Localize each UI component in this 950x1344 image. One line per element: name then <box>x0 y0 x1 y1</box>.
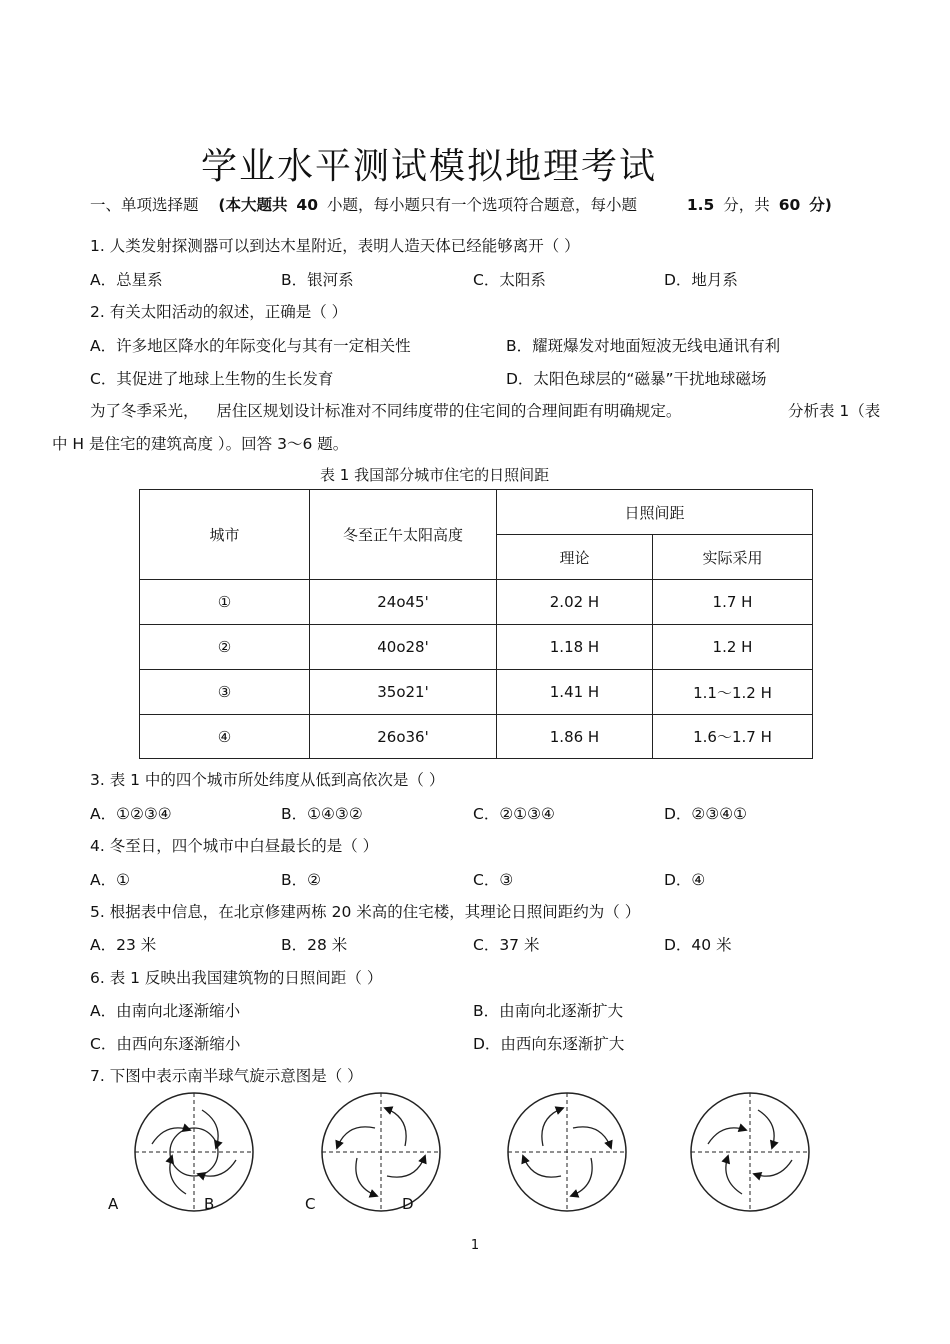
diagram-label-b[interactable]: B <box>204 1195 215 1213</box>
intro-line1 <box>90 399 681 421</box>
q6-stem: 6. 表 1 反映出我国建筑物的日照间距（ ） <box>90 969 383 987</box>
section-total: 60 <box>778 196 801 214</box>
q2-option-a[interactable]: A．许多地区降水的年际变化与其有一定相关性 <box>90 337 411 355</box>
intro-part-b: 居住区规划设计标准对不同纬度带的住宅间的合理间距有明确规定。 <box>216 402 682 420</box>
cyclone-diagram-3[interactable] <box>508 1093 626 1211</box>
intro-part-a: 为了冬季采光， <box>90 402 199 420</box>
section-heading-label: 一、单项选择题 <box>90 196 199 214</box>
q5-option-c[interactable]: C．37 米 <box>473 936 540 954</box>
q7-stem: 7. 下图中表示南半球气旋示意图是（ ） <box>90 1067 363 1085</box>
q4-stem: 4. 冬至日，四个城市中白昼最长的是（ ） <box>90 837 379 855</box>
page-title: 学业水平测试模拟地理考试 <box>200 146 657 187</box>
header-spacing: 日照间距 <box>497 490 813 535</box>
section-instructions-d: 分) <box>809 196 832 214</box>
section-instructions-a: (本大题共 <box>218 196 288 214</box>
q3-stem: 3. 表 1 中的四个城市所处纬度从低到高依次是（ ） <box>90 771 445 789</box>
cell-actual: 1.6～1.7 H <box>653 715 813 759</box>
page-number: 1 <box>470 1238 480 1253</box>
table-caption: 表 1 我国部分城市住宅的日照间距 <box>320 466 550 484</box>
intro-line2: 中 H 是住宅的建筑高度 ）。回答 3～6 题。 <box>52 435 349 453</box>
q3-option-a[interactable]: A．①②③④ <box>90 805 172 823</box>
cell-angle: 24o45' <box>310 580 497 625</box>
q1-option-d[interactable]: D．地月系 <box>664 271 738 289</box>
section-heading <box>90 193 832 215</box>
cyclone-diagram-ab[interactable] <box>135 1093 253 1211</box>
q4-option-d[interactable]: D．④ <box>664 871 706 889</box>
q4-option-c[interactable]: C．③ <box>473 871 514 889</box>
cell-city: ② <box>140 625 310 670</box>
q5-option-a[interactable]: A．23 米 <box>90 936 157 954</box>
q2-option-d[interactable]: D．太阳色球层的“磁暴”干扰地球磁场 <box>506 370 767 388</box>
cyclone-diagram-cd[interactable] <box>322 1093 440 1211</box>
section-points-each: 1.5 <box>686 196 715 214</box>
q6-option-d[interactable]: D．由西向东逐渐扩大 <box>473 1035 625 1053</box>
section-count: 40 <box>296 196 318 214</box>
q5-option-b[interactable]: B．28 米 <box>281 936 348 954</box>
cell-actual: 1.1～1.2 H <box>653 670 813 715</box>
cell-theory: 1.41 H <box>497 670 653 715</box>
cell-actual: 1.7 H <box>653 580 813 625</box>
intro-part-c: 分析表 1（表 <box>788 402 881 420</box>
cell-theory: 1.18 H <box>497 625 653 670</box>
cell-city: ③ <box>140 670 310 715</box>
section-instructions-c: 分，共 <box>723 196 770 214</box>
table-row <box>140 625 813 670</box>
cell-actual: 1.2 H <box>653 625 813 670</box>
q6-option-b[interactable]: B．由南向北逐渐扩大 <box>473 1002 624 1020</box>
table-row <box>140 670 813 715</box>
table-row <box>140 580 813 625</box>
q1-option-b[interactable]: B．银河系 <box>281 271 354 289</box>
q4-option-a[interactable]: A．① <box>90 871 130 889</box>
diagram-label-c[interactable]: C <box>305 1195 316 1213</box>
cell-angle: 35o21' <box>310 670 497 715</box>
q1-stem: 1. 人类发射探测器可以到达木星附近，表明人造天体已经能够离开（ ） <box>90 237 580 255</box>
q1-option-c[interactable]: C．太阳系 <box>473 271 546 289</box>
diagram-label-d[interactable]: D <box>402 1195 414 1213</box>
diagram-label-a[interactable]: A <box>108 1195 119 1213</box>
cell-city: ④ <box>140 715 310 759</box>
q2-option-c[interactable]: C．其促进了地球上生物的生长发育 <box>90 370 334 388</box>
q6-option-a[interactable]: A．由南向北逐渐缩小 <box>90 1002 241 1020</box>
cyclone-diagrams <box>0 1082 950 1222</box>
q6-option-c[interactable]: C．由西向东逐渐缩小 <box>90 1035 241 1053</box>
q2-stem: 2. 有关太阳活动的叙述，正确是（ ） <box>90 303 348 321</box>
header-actual: 实际采用 <box>653 535 813 580</box>
q3-option-c[interactable]: C．②①③④ <box>473 805 555 823</box>
q1-option-a[interactable]: A．总星系 <box>90 271 163 289</box>
cell-theory: 1.86 H <box>497 715 653 759</box>
header-solar-angle: 冬至正午太阳高度 <box>310 490 497 580</box>
cell-city: ① <box>140 580 310 625</box>
sunlight-spacing-table <box>139 489 813 759</box>
cell-angle: 26o36' <box>310 715 497 759</box>
cyclone-diagram-4[interactable] <box>691 1093 809 1211</box>
q5-stem: 5. 根据表中信息，在北京修建两栋 20 米高的住宅楼，其理论日照间距约为（ ） <box>90 903 641 921</box>
q4-option-b[interactable]: B．② <box>281 871 322 889</box>
section-instructions-b: 小题，每小题只有一个选项符合题意，每小题 <box>326 196 637 214</box>
q3-option-b[interactable]: B．①④③② <box>281 805 363 823</box>
q3-option-d[interactable]: D．②③④① <box>664 805 748 823</box>
table-row <box>140 715 813 759</box>
header-theory: 理论 <box>497 535 653 580</box>
cell-angle: 40o28' <box>310 625 497 670</box>
q2-option-b[interactable]: B．耀斑爆发对地面短波无线电通讯有利 <box>506 337 781 355</box>
cell-theory: 2.02 H <box>497 580 653 625</box>
header-city: 城市 <box>140 490 310 580</box>
q5-option-d[interactable]: D．40 米 <box>664 936 732 954</box>
